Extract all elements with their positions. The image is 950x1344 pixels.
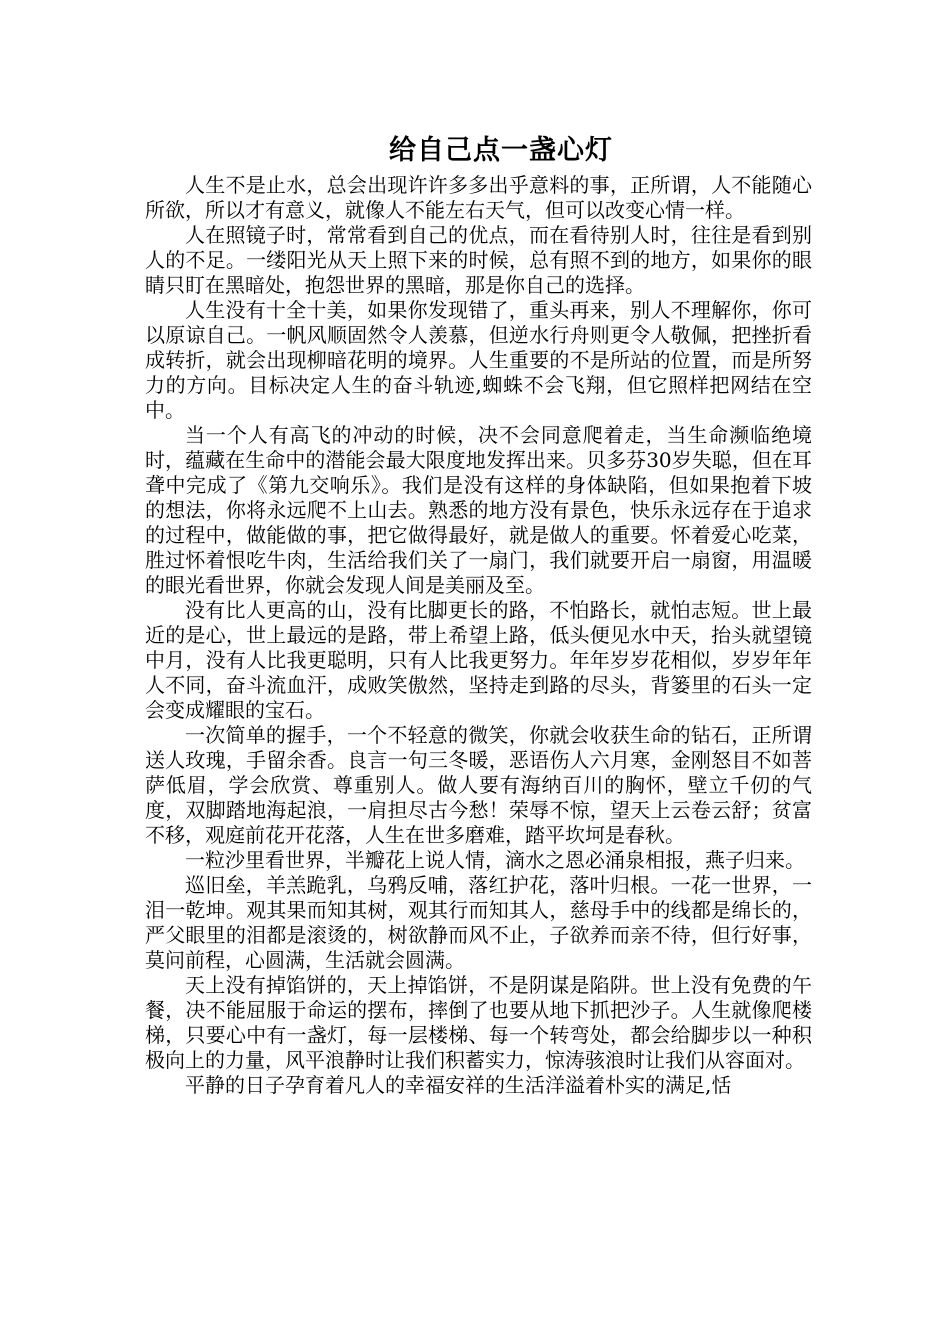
paragraph: 平静的日子孕育着凡人的幸福安祥的生活洋溢着朴实的满足,恬 xyxy=(185,1073,732,1097)
paragraph: 人生不是止水，总会出现许许多多出乎意料的事，正所谓，人不能随心所欲，所以才有意义，就像人不能左右天气，但可以改变心情一样。 xyxy=(145,173,812,222)
document-body xyxy=(145,173,812,1098)
paragraph: 当一个人有高飞的冲动的时候，决不会同意爬着走，当生命濒临绝境时，蕴藏在生命中的潜能会最大限度地发挥出来。贝多芬30岁失聪，但在耳聋中完成了《第九交响乐》。我们是没有这样的身体缺陷，但如果抱着下坡的想法，你将永远爬不上山去。熟悉的地方没有景色，快乐永远存在于追求的过程中，做能做的事，把它做得最好，就是做人的重要。怀着爱心吃菜，胜过怀着恨吃牛肉，生活给我们关了一扇门，我们就要开启一扇窗，用温暖的眼光看世界，你就会发现人间是美丽及至。 xyxy=(145,423,812,597)
paragraph: 人生没有十全十美，如果你发现错了，重头再来，别人不理解你，你可以原谅自己。一帆风顺固然令人羡慕，但逆水行舟则更令人敬佩，把挫折看成转折，就会出现柳暗花明的境界。人生重要的不是所站的位置，而是所努力的方向。目标决定人生的奋斗轨迹,蜘蛛不会飞翔，但它照样把网结在空中。 xyxy=(145,298,812,422)
paragraph: 没有比人更高的山，没有比脚更长的路，不怕路长，就怕志短。世上最近的是心，世上最远的是路，带上希望上路，低头便见水中天，抬头就望镜中月，没有人比我更聪明，只有人比我更努力。年年岁岁花相似，岁岁年年人不同，奋斗流血汗，成败笑傲然，坚持走到路的尽头，背篓里的石头一定会变成耀眼的宝石。 xyxy=(145,598,812,722)
paragraph: 巡旧垒，羊羔跪乳，乌鸦反哺，落红护花，落叶归根。一花一世界，一泪一乾坤。观其果而知其树，观其行而知其人，慈母手中的线都是绵长的，严父眼里的泪都是滚烫的，树欲静而风不止，子欲养而亲不待，但行好事，莫问前程，心圆满，生活就会圆满。 xyxy=(145,873,812,972)
document-title: 给自己点一盏心灯 xyxy=(389,135,613,166)
paragraph: 一粒沙里看世界，半瓣花上说人情，滴水之恩必涌泉相报，燕子归来。 xyxy=(185,848,805,872)
paragraph: 天上没有掉馅饼的，天上掉馅饼，不是阴谋是陷阱。世上没有免费的午餐，决不能屈服于命运的摆布，摔倒了也要从地下抓把沙子。人生就像爬楼梯，只要心中有一盏灯，每一层楼梯、每一个转弯处，都会给脚步以一种积极向上的力量，风平浪静时让我们积蓄实力，惊涛骇浪时让我们从容面对。 xyxy=(145,973,812,1072)
paragraph: 一次简单的握手，一个不轻意的微笑，你就会收获生命的钻石，正所谓送人玫瑰，手留余香。良言一句三冬暖，恶语伤人六月寒，金刚怒目不如菩萨低眉，学会欣赏、尊重别人。做人要有海纳百川的胸怀，壁立千仞的气度，双脚踏地海起浪，一肩担尽古今愁！荣辱不惊，望天上云卷云舒；贫富不移，观庭前花开花落，人生在世多磨难，踏平坎坷是春秋。 xyxy=(145,723,812,847)
paragraph: 人在照镜子时，常常看到自己的优点，而在看待别人时，往往是看到别人的不足。一缕阳光从天上照下来的时候，总有照不到的地方，如果你的眼睛只盯在黑暗处，抱怨世界的黑暗，那是你自己的选择。 xyxy=(145,223,812,297)
